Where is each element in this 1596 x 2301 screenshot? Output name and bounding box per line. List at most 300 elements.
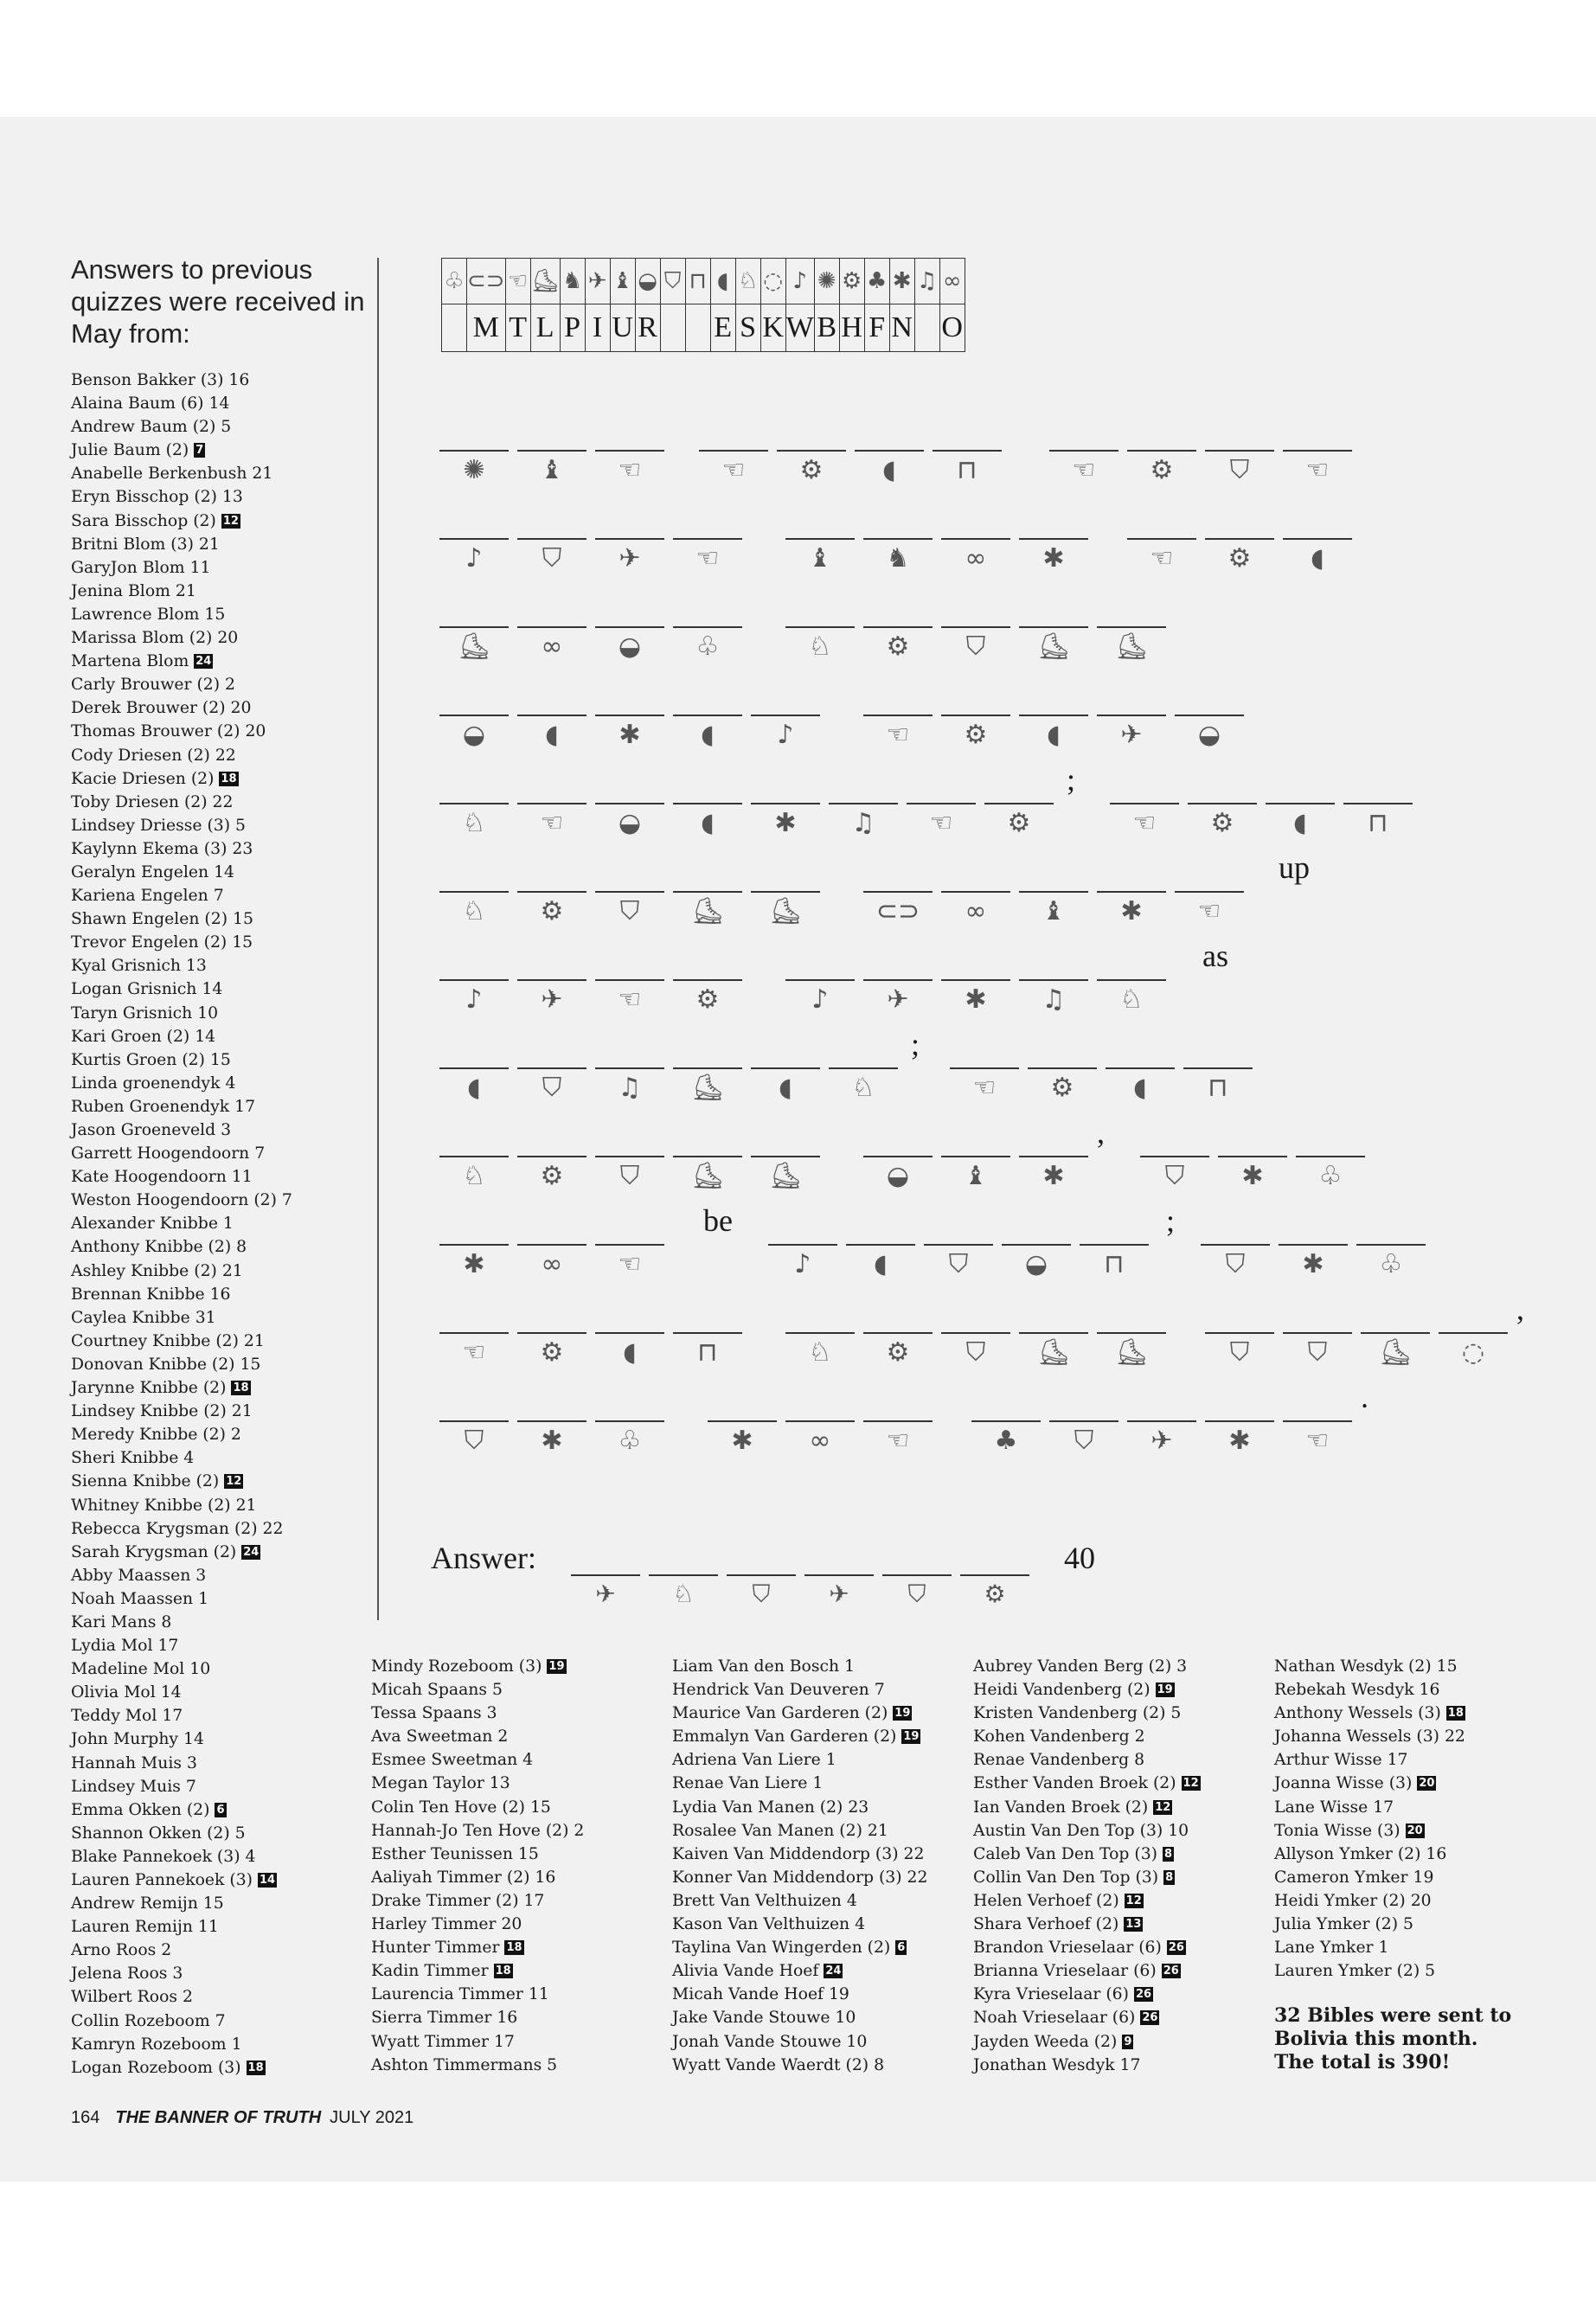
tractor-icon: ⚙ — [839, 259, 864, 304]
entrant-name: Harley Timmer 20 — [371, 1915, 522, 1934]
entrant-name: Andrew Baum (2) 5 — [71, 418, 232, 437]
clover-icon: ♧ — [618, 1426, 642, 1456]
letter-blank — [517, 758, 586, 804]
letter-blank — [1361, 1287, 1430, 1334]
list-item — [71, 1235, 292, 1259]
letter-blank — [439, 1111, 509, 1157]
letter-blank — [595, 1022, 664, 1069]
letter-blank — [439, 1287, 509, 1334]
clover-icon: ♧ — [442, 259, 467, 304]
letter-blank — [673, 1287, 742, 1334]
answer-letter-blank — [649, 1531, 718, 1576]
hand-icon: ☜ — [540, 808, 564, 838]
hand-icon: ☜ — [1072, 455, 1096, 485]
names-column-3 — [672, 1655, 927, 2077]
entrant-name: Kamryn Rozeboom 1 — [71, 2035, 242, 2054]
letter-blank — [855, 405, 924, 452]
list-item — [71, 1775, 292, 1798]
hand-icon: ☜ — [1150, 543, 1174, 574]
taco-icon: ◖ — [1293, 808, 1307, 838]
letter-blank — [941, 670, 1010, 716]
taco-icon: ◖ — [545, 720, 559, 750]
letter-blank — [439, 581, 509, 628]
letter-blank — [941, 846, 1010, 893]
score-badge: 7 — [195, 444, 204, 458]
shirt-icon: ⊓ — [685, 259, 710, 304]
entrant-name: Lindsey Driesse (3) 5 — [71, 816, 246, 835]
list-item — [71, 1822, 292, 1845]
entrant-name: Jelena Roos 3 — [71, 1965, 183, 1984]
entrant-name: Donovan Knibbe (2) 15 — [71, 1355, 261, 1374]
badge-icon: ⛉ — [752, 1580, 771, 1608]
answer-letter-blank — [727, 1531, 796, 1576]
entrant-name: Lauren Ymker (2) 5 — [1274, 1962, 1436, 1981]
letter-blank — [673, 934, 742, 981]
letter-blank — [517, 670, 586, 716]
letter-blank — [1283, 1375, 1352, 1422]
list-item — [71, 1212, 292, 1235]
rabbit-icon: ♘ — [672, 1580, 695, 1608]
list-item — [973, 1913, 1201, 1936]
skate-icon: ⛸ — [690, 896, 725, 926]
letter-blank — [941, 493, 1010, 540]
fly-icon: ✈ — [1120, 720, 1143, 750]
list-item — [71, 977, 292, 1001]
entrant-name: Laurencia Timmer 11 — [371, 1985, 549, 2004]
score-badge: 26 — [1168, 1941, 1184, 1955]
shoe-icon: ◒ — [1024, 1249, 1048, 1279]
list-item — [672, 1796, 927, 1819]
score-badge: 8 — [1165, 1870, 1174, 1884]
answer-number: 40 — [1064, 1541, 1095, 1575]
entrant-name: Abby Maassen 3 — [71, 1566, 207, 1585]
list-item — [71, 462, 292, 485]
hand-icon: ☜ — [929, 808, 953, 838]
list-item — [71, 1634, 292, 1657]
page-footer — [71, 2108, 413, 2128]
entrant-name: Rosalee Van Manen (2) 21 — [672, 1821, 888, 1840]
letter-blank — [785, 1375, 855, 1422]
puzzle-word: up — [1279, 850, 1310, 885]
shoe-icon: ◒ — [462, 720, 486, 750]
letter-blank — [751, 670, 820, 716]
list-item — [672, 1678, 927, 1702]
entrant-name: Anabelle Berkenbush 21 — [71, 465, 273, 484]
entrant-name: Kaiven Van Middendorp (3) 22 — [672, 1844, 925, 1863]
shirt-icon: ⊓ — [1208, 1073, 1228, 1103]
entrant-name: Linda groenendyk 4 — [71, 1074, 236, 1093]
shoe-icon: ◒ — [618, 631, 642, 662]
list-item — [71, 1939, 292, 1962]
hand-icon: ☜ — [618, 1249, 642, 1279]
entrant-name: Tessa Spaans 3 — [371, 1704, 497, 1723]
spider-icon: ✱ — [1302, 1249, 1324, 1279]
entrant-name: Rebekah Wesdyk 16 — [1274, 1681, 1440, 1700]
letter-blank — [1127, 493, 1196, 540]
key-letter — [685, 304, 710, 352]
pretzel-icon: ∞ — [965, 896, 987, 926]
rabbit-icon: ♘ — [808, 631, 832, 662]
letter-blank — [517, 1022, 586, 1069]
list-item — [71, 861, 292, 884]
entrant-name: Caleb Van Den Top (3) — [973, 1844, 1157, 1863]
entrant-name: Toby Driesen (2) 22 — [71, 792, 234, 811]
list-item — [71, 1376, 292, 1400]
list-item — [71, 720, 292, 743]
bird-icon: ♝ — [540, 455, 564, 485]
list-item — [973, 1819, 1201, 1843]
list-item — [71, 744, 292, 767]
list-item — [1274, 1702, 1465, 1725]
entrant-name: Megan Taylor 13 — [371, 1774, 510, 1793]
entrant-name: Ava Sweetman 2 — [371, 1727, 509, 1747]
entrant-name: Kadin Timmer — [371, 1962, 489, 1981]
list-item — [71, 1095, 292, 1118]
list-item — [71, 580, 292, 603]
letter-blank — [439, 493, 509, 540]
hand-icon: ☜ — [1197, 896, 1221, 926]
entrant-name: Colin Ten Hove (2) 15 — [371, 1798, 551, 1817]
letter-blank — [673, 670, 742, 716]
entrant-name: Thomas Brouwer (2) 20 — [71, 722, 266, 741]
letter-blank — [595, 670, 664, 716]
letter-blank — [708, 1375, 777, 1422]
letter-blank — [673, 1022, 742, 1069]
list-item — [1274, 1655, 1465, 1678]
skate-icon: ⛸ — [1036, 1337, 1071, 1368]
letter-blank — [595, 758, 664, 804]
entrant-name: Kariena Engelen 7 — [71, 887, 224, 906]
list-item — [672, 1959, 927, 1983]
entrant-name: Arno Roos 2 — [71, 1941, 172, 1960]
badge-icon: ⛉ — [542, 1073, 562, 1103]
fly-icon: ✈ — [887, 984, 909, 1015]
entrant-name: Hunter Timmer — [371, 1939, 500, 1958]
skate-icon: ⛸ — [690, 1161, 725, 1191]
letter-blank — [439, 1022, 509, 1069]
list-item — [71, 767, 292, 791]
key-letter: E — [710, 304, 735, 352]
key-letter: O — [939, 304, 965, 352]
entrant-name: Adriena Van Liere 1 — [672, 1751, 836, 1770]
letter-blank — [1049, 405, 1118, 452]
letter-blank — [1097, 934, 1166, 981]
bird-icon: ♝ — [808, 543, 832, 574]
badge-icon: ⛉ — [542, 543, 562, 574]
entrant-name: Caylea Knibbe 31 — [71, 1308, 216, 1327]
score-badge: 12 — [1183, 1777, 1199, 1791]
taco-icon: ◖ — [1047, 720, 1061, 750]
letter-blank — [595, 405, 664, 452]
letter-blank — [595, 493, 664, 540]
score-badge: 13 — [1125, 1918, 1142, 1932]
list-item — [71, 439, 292, 462]
list-item — [973, 1866, 1201, 1889]
letter-blank — [1356, 1199, 1426, 1246]
letter-blank — [933, 405, 1002, 452]
entrant-name: Shawn Engelen (2) 15 — [71, 910, 253, 929]
list-item — [1274, 1889, 1465, 1913]
list-item — [71, 1002, 292, 1025]
flamingo-icon: ♪ — [777, 720, 794, 750]
shirt-icon: ⊓ — [957, 455, 977, 485]
letter-blank — [829, 758, 898, 804]
entrant-name: Blake Pannekoek (3) 4 — [71, 1847, 256, 1866]
score-badge: 19 — [894, 1707, 911, 1721]
entrant-name: Jake Vande Stouwe 10 — [672, 2009, 856, 2028]
entrant-name: Carly Brouwer (2) 2 — [71, 676, 235, 695]
entrant-name: Kari Mans 8 — [71, 1612, 172, 1631]
taco-icon: ◖ — [1311, 543, 1324, 574]
list-item — [71, 1025, 292, 1048]
puzzle-word: as — [1202, 939, 1228, 973]
score-badge: 18 — [233, 1381, 249, 1395]
fly-icon: ✈ — [585, 259, 610, 304]
score-badge: 24 — [195, 655, 212, 669]
list-item — [71, 1611, 292, 1634]
entrant-name: Meredy Knibbe (2) 2 — [71, 1426, 241, 1445]
entrant-name: Alaina Baum (6) 14 — [71, 394, 230, 413]
letter-blank — [1283, 493, 1352, 540]
letter-blank — [863, 670, 933, 716]
entrant-name: Austin Van Den Top (3) 10 — [973, 1821, 1189, 1840]
letter-blank — [1110, 758, 1179, 804]
skate-icon: ⛸ — [768, 896, 803, 926]
badge-icon: ⛉ — [1164, 1161, 1185, 1191]
letter-blank — [439, 1199, 509, 1246]
pretzel-icon: ∞ — [965, 543, 987, 574]
entrant-name: Kurtis Groen (2) 15 — [71, 1050, 231, 1069]
score-badge: 26 — [1163, 1965, 1179, 1978]
answer-letter-blank — [960, 1531, 1029, 1576]
letter-blank — [777, 405, 846, 452]
entrant-name: Cameron Ymker 19 — [1274, 1868, 1434, 1887]
list-item — [371, 1796, 584, 1819]
list-item — [71, 1541, 292, 1564]
hand-icon: ☜ — [695, 543, 720, 574]
publication-name: THE BANNER OF TRUTH — [115, 2108, 322, 2127]
entrant-name: Whitney Knibbe (2) 21 — [71, 1496, 257, 1515]
tractor-icon: ⚙ — [1227, 543, 1252, 574]
entrant-name: Courtney Knibbe (2) 21 — [71, 1331, 265, 1350]
entrant-name: Maurice Van Garderen (2) — [672, 1704, 888, 1723]
entrant-name: Noah Maassen 1 — [71, 1589, 209, 1608]
entrant-name: Logan Rozeboom (3) — [71, 2058, 241, 2077]
list-item — [71, 369, 292, 392]
badge-icon: ⛉ — [1229, 1337, 1250, 1368]
list-item — [973, 2054, 1201, 2077]
list-item — [71, 1048, 292, 1072]
issue-date: JULY 2021 — [330, 2108, 414, 2127]
tractor-icon: ⚙ — [1210, 808, 1234, 838]
entrant-name: Teddy Mol 17 — [71, 1707, 183, 1726]
list-item — [371, 1725, 584, 1748]
letter-blank — [1279, 1199, 1348, 1246]
entrant-name: Kohen Vandenberg 2 — [973, 1727, 1145, 1747]
cipher-key-table — [441, 258, 965, 352]
entrant-name: Lane Wisse 17 — [1274, 1798, 1394, 1817]
score-badge: 12 — [1155, 1800, 1171, 1814]
bone-icon: ⊂⊃ — [875, 896, 920, 926]
key-letter: N — [889, 304, 914, 352]
note-line: The total is 390! — [1274, 2051, 1451, 2073]
list-item — [71, 392, 292, 415]
entrant-name: Nathan Wesdyk (2) 15 — [1274, 1657, 1458, 1676]
entrant-name: Ashley Knibbe (2) 21 — [71, 1261, 243, 1280]
tractor-icon: ⚙ — [695, 984, 720, 1015]
tractor-icon: ⚙ — [886, 1337, 910, 1368]
score-badge: 12 — [222, 514, 239, 528]
entrant-name: Kacie Driesen (2) — [71, 769, 215, 788]
list-item — [71, 1962, 292, 1985]
list-item — [71, 603, 292, 626]
entrant-name: Micah Vande Hoef 19 — [672, 1985, 849, 2004]
skate-icon: ⛸ — [1378, 1337, 1413, 1368]
list-item — [71, 931, 292, 954]
entrant-name: Collin Rozeboom 7 — [71, 2011, 226, 2030]
entrant-name: Sarah Krygsman (2) — [71, 1542, 237, 1561]
entrant-name: Trevor Engelen (2) 15 — [71, 933, 253, 952]
letter-blank — [1205, 1287, 1274, 1334]
letter-blank — [1106, 1022, 1175, 1069]
entrant-name: Esther Teunissen 15 — [371, 1844, 539, 1863]
letter-blank — [517, 1199, 586, 1246]
entrant-name: Esmee Sweetman 4 — [371, 1751, 534, 1770]
letter-blank — [1097, 670, 1166, 716]
bird-icon: ♝ — [964, 1161, 988, 1191]
list-item — [71, 1868, 292, 1892]
list-item — [71, 510, 292, 533]
letter-blank — [673, 493, 742, 540]
clover-icon: ♧ — [1318, 1161, 1343, 1191]
entrant-name: Kari Groen (2) 14 — [71, 1027, 216, 1046]
list-item — [71, 415, 292, 439]
puzzle-row — [439, 581, 1512, 662]
entrant-name: Tonia Wisse (3) — [1274, 1821, 1401, 1840]
score-badge: 12 — [1125, 1894, 1142, 1907]
list-item — [672, 1772, 927, 1795]
list-item — [672, 2054, 927, 2077]
fly-icon: ✈ — [619, 543, 641, 574]
list-item — [71, 1118, 292, 1142]
key-letter: K — [760, 304, 785, 352]
hand-icon: ☜ — [721, 455, 746, 485]
list-item — [1274, 1725, 1465, 1748]
puzzle-word: . — [1361, 1380, 1368, 1414]
cow-icon: ♞ — [886, 543, 910, 574]
list-item — [672, 1889, 927, 1913]
letter-blank — [673, 758, 742, 804]
entrant-name: Konner Van Middendorp (3) 22 — [672, 1868, 928, 1887]
pumpkin-icon: ✺ — [814, 259, 839, 304]
letter-blank — [517, 405, 586, 452]
entrant-name: Ian Vanden Broek (2) — [973, 1798, 1149, 1817]
score-badge: 14 — [259, 1874, 276, 1887]
skate-icon: ⛸ — [457, 631, 491, 662]
entrant-name: Renae Vandenberg 8 — [973, 1751, 1145, 1770]
spider-icon: ✱ — [889, 259, 914, 304]
entrant-name: Anthony Wessels (3) — [1274, 1704, 1441, 1723]
entrant-name: Noah Vrieselaar (6) — [973, 2009, 1136, 2028]
entrant-name: Joanna Wisse (3) — [1274, 1774, 1413, 1793]
list-item — [973, 1936, 1201, 1959]
hand-icon: ☜ — [618, 984, 642, 1015]
score-badge: 24 — [243, 1545, 260, 1559]
list-item — [371, 2006, 584, 2029]
puzzle-row — [439, 758, 1512, 836]
hand-icon: ☜ — [1132, 808, 1157, 838]
note-line: 32 Bibles were sent to — [1274, 2004, 1512, 2027]
letter-blank — [1439, 1287, 1508, 1334]
skate-icon: ⛸ — [1114, 1337, 1149, 1368]
list-item — [71, 1446, 292, 1470]
puzzle-row — [439, 1199, 1512, 1277]
letter-blank — [785, 581, 855, 628]
badge-icon: ⛉ — [1229, 455, 1250, 485]
letter-blank — [924, 1199, 993, 1246]
list-item — [672, 1866, 927, 1889]
list-item — [71, 791, 292, 814]
shoe-icon: ◒ — [886, 1161, 910, 1191]
entrant-name: Sienna Knibbe (2) — [71, 1472, 220, 1491]
list-item — [973, 1678, 1201, 1702]
list-item — [71, 1400, 292, 1423]
entrant-name: Shannon Okken (2) 5 — [71, 1823, 246, 1843]
cow-icon: ♞ — [560, 259, 585, 304]
letter-blank — [1019, 1287, 1088, 1334]
shoe-icon: ◒ — [1197, 720, 1221, 750]
tractor-icon: ⚙ — [540, 1161, 564, 1191]
list-item — [71, 2056, 292, 2080]
letter-blank — [1218, 1111, 1287, 1157]
list-item — [1274, 1819, 1465, 1843]
letter-blank — [517, 846, 586, 893]
list-item — [672, 1936, 927, 1959]
list-item — [672, 2006, 927, 2029]
entrant-name: Rebecca Krygsman (2) 22 — [71, 1519, 284, 1538]
mouse-icon: ◌ — [1461, 1337, 1485, 1368]
entrant-name: Lawrence Blom 15 — [71, 605, 226, 624]
spider-icon: ✱ — [1042, 1161, 1065, 1191]
puzzle-row — [439, 1022, 1512, 1103]
letter-blank — [1097, 846, 1166, 893]
entrant-name: Lydia Van Manen (2) 23 — [672, 1798, 869, 1817]
list-item — [371, 1866, 584, 1889]
list-item — [71, 1142, 292, 1165]
list-item — [71, 1306, 292, 1330]
clover-icon: ♧ — [1379, 1249, 1403, 1279]
letter-blank — [439, 758, 509, 804]
ostrich-icon: ♫ — [851, 808, 875, 838]
list-item — [1274, 1678, 1465, 1702]
list-item — [973, 1725, 1201, 1748]
entrant-name: Emma Okken (2) — [71, 1800, 210, 1819]
list-item — [71, 1353, 292, 1376]
entrant-name: Alexander Knibbe 1 — [71, 1215, 234, 1234]
entrant-name: Derek Brouwer (2) 20 — [71, 699, 252, 718]
fly-icon: ✈ — [829, 1580, 849, 1608]
entrant-name: Johanna Wessels (3) 22 — [1274, 1727, 1465, 1747]
key-letter — [914, 304, 939, 352]
taco-icon: ◖ — [467, 1073, 481, 1103]
flamingo-icon: ♪ — [785, 259, 814, 304]
entrant-name: Drake Timmer (2) 17 — [371, 1891, 545, 1910]
spider-icon: ✱ — [774, 808, 797, 838]
key-letter: M — [467, 304, 506, 352]
entrant-name: Britni Blom (3) 21 — [71, 535, 220, 554]
list-item — [1274, 1959, 1465, 1983]
badge-icon: ⛉ — [948, 1249, 969, 1279]
